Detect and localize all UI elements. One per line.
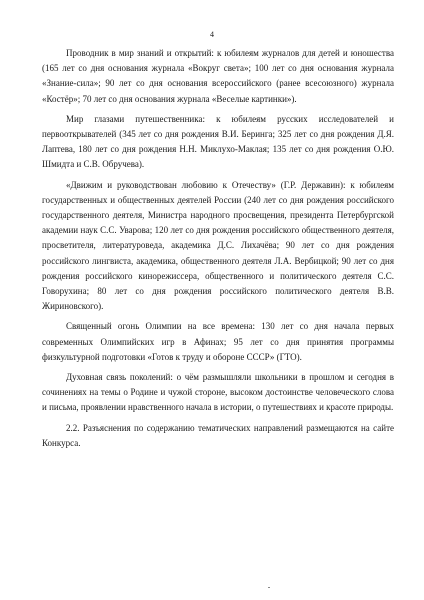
paragraph-generations: Духовная связь поколений: о чём размышляли школьники в прошлом и сегодня в сочинениях на темы о Родине и чужой стороне, высоком достоинстве человеческого слова и письма, проявлении нравственного начала в истории, о путешествиях и красоте природы.: [42, 372, 394, 413]
paragraph-travelers: Мир глазами путешественника: к юбилеям русских исследователей и первооткрывателей (345 лет со дня рождения В.И. Беринга; 325 лет со дня рождения Д.Я. Лаптева, 180 лет со дня рождения Н.Н. Миклухо-Маклая; 135 лет со дня рождения О.Ю. Шмидта и С.В. Обручева).: [42, 113, 394, 170]
scan-mark: [268, 587, 270, 588]
document-body: [42, 46, 394, 456]
page-number: 4: [210, 30, 214, 39]
paragraph-clarifications: 2.2. Разъяснения по содержанию тематических направлений размещаются на сайте Конкурса.: [42, 422, 394, 448]
paragraph-olympics: Священный огонь Олимпии на все времена: 130 лет со дня начала первых современных Олимпийских игр в Афинах; 95 лет со дня принятия программы физкультурной подготовки «Готов к труду и обороне СССР» (ГТО).: [42, 321, 394, 362]
paragraph-statesmen: «Движим и руководствован любовию к Отечеству» (Г.Р. Державин): к юбилеям государственных и общественных деятелей России (240 лет со дня рождения российского государственного деятеля, Министра народного просвещения, президента Петербургской академии наук С.С. Уварова; 120 лет со дня рождения российского общественного деятеля, просветителя, литературоведа, академика Д.С. Лихачёва; 90 лет со дня рождения российского лингвиста, академика, общественного деятеля Л.А. Вербицкой; 90 лет со дня рождения российского кинорежиссера, общественного и политического деятеля С.С. Говорухина; 80 лет со дня рождения российского политического деятеля В.В. Жириновского).: [42, 179, 394, 312]
paragraph-journals: Проводник в мир знаний и открытий: к юбилеям журналов для детей и юношества (165 лет со дня основания журнала «Вокруг света»; 100 лет со дня основания журнала «Знание-сила»; 90 лет со дня основания всероссийского (ранее всесоюзного) журнала «Костёр»; 70 лет со дня основания журнала «Веселые картинки»).: [42, 48, 394, 104]
